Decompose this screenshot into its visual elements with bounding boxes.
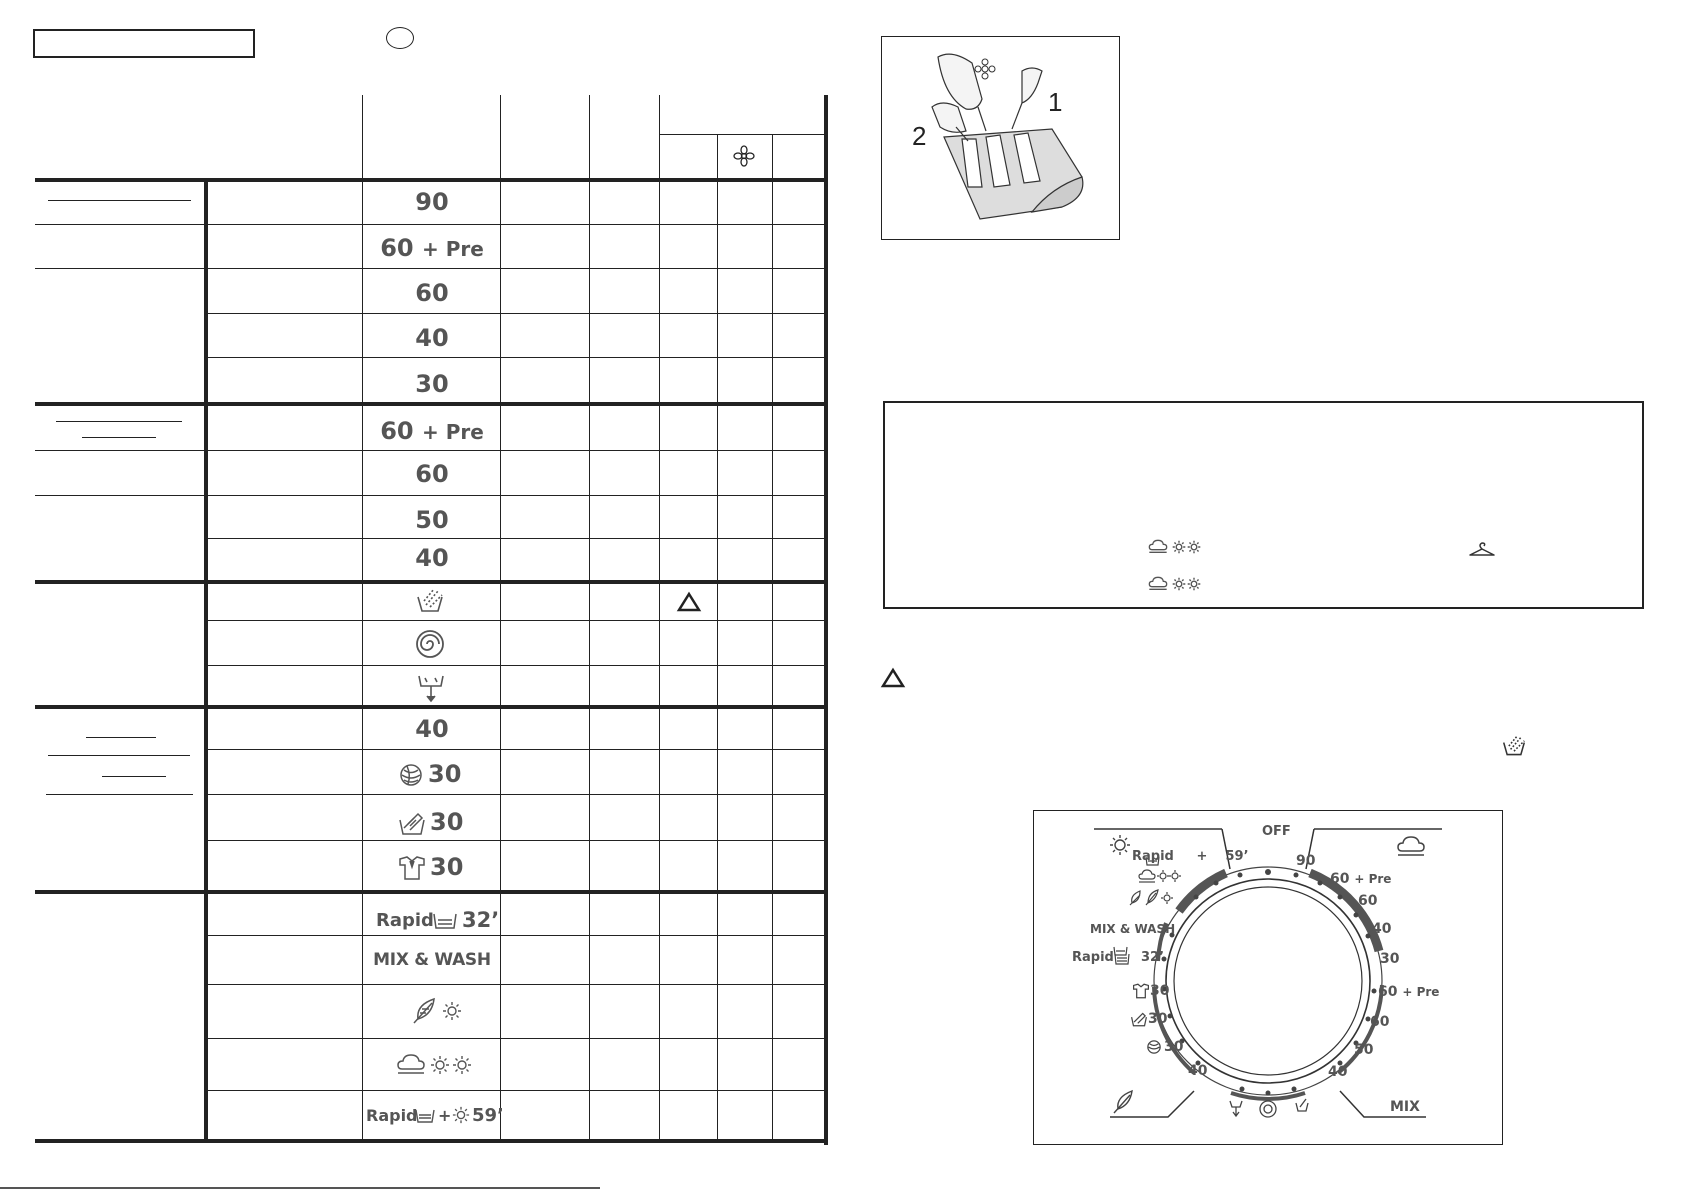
dial-synthetic-40: 40 (1328, 1064, 1348, 1080)
temp-40: 40 (415, 324, 449, 352)
dial-cotton-60-pre: 60 + Pre (1330, 871, 1392, 887)
figure-label-1: 1 (1048, 87, 1063, 117)
dial-rapid-32: Rapid 32’ (1072, 950, 1165, 965)
basin-icon (1114, 953, 1130, 965)
rinse-icon (416, 587, 444, 615)
dial-delicate-40: 40 (1188, 1063, 1208, 1079)
temp-40: 40 (415, 544, 449, 572)
dial-cotton-40: 40 (1372, 921, 1392, 937)
sun-icon (1172, 540, 1186, 554)
sun-icon (452, 1055, 472, 1075)
dial-cotton-90: 90 (1296, 853, 1316, 869)
dial-off-label: OFF (1262, 824, 1291, 839)
sun-icon (442, 1001, 462, 1021)
feather-icon (410, 997, 438, 1025)
warning-triangle-icon (881, 668, 905, 688)
basin-icon (414, 1108, 436, 1124)
basin-icon (432, 912, 458, 930)
country-oval (386, 27, 414, 49)
temp-50: 50 (415, 506, 449, 534)
sun-icon (1187, 540, 1201, 554)
shirt-icon (1132, 983, 1150, 999)
note-box (883, 401, 1644, 609)
spin-icon (415, 629, 445, 659)
temp-60: 60 (415, 279, 449, 307)
detergent-drawer-figure (881, 36, 1120, 240)
dial-mix-label: MIX (1390, 1099, 1420, 1115)
shirt-icon (398, 855, 426, 881)
drain-icon (417, 672, 445, 704)
temp-30: 30 (415, 370, 449, 398)
dial-synthetic-60: 60 (1370, 1014, 1390, 1030)
handwash-icon (398, 810, 426, 836)
wool-icon (1146, 1039, 1162, 1055)
sun-icon (1187, 577, 1201, 591)
temp-40-delicate: 40 (415, 715, 449, 743)
hanger-icon (1468, 541, 1496, 557)
sun-icon (1172, 577, 1186, 591)
rinse-icon (1502, 734, 1526, 758)
dial-synthetic-60-pre: 60 + Pre (1378, 984, 1440, 1000)
cloud-icon (1148, 539, 1168, 555)
cloud-icon (1148, 576, 1168, 592)
bottom-rule (0, 1187, 600, 1189)
cloud-double-sun-icon (1138, 869, 1182, 885)
mix-and-wash: MIX & WASH (373, 950, 491, 970)
warning-triangle-icon (677, 592, 701, 612)
dial-mix-and-wash: MIX & WASH (1090, 922, 1176, 936)
programme-dial-panel (1033, 810, 1503, 1145)
dial-cotton-30: 30 (1380, 951, 1400, 967)
temp-60: 60 (415, 460, 449, 488)
dial-rapid-59: Rapid + 59’ (1132, 849, 1249, 864)
cloud-icon (396, 1053, 426, 1077)
dial-cotton-60: 60 (1358, 893, 1378, 909)
feather-sun-icon (1144, 889, 1174, 907)
dial-wool-30: 30 (1164, 1039, 1184, 1055)
dial-shirt-30: 30 (1150, 983, 1170, 999)
dial-handwash-30: 30 (1148, 1011, 1168, 1027)
sun-icon (452, 1106, 470, 1124)
handwash-icon (1130, 1011, 1148, 1027)
title-box (33, 29, 255, 58)
dial-synthetic-50: 50 (1354, 1042, 1374, 1058)
figure-label-2: 2 (912, 121, 927, 151)
temp-60-pre: 60 + Pre (380, 417, 484, 445)
softener-flower-icon (733, 145, 755, 167)
wool-icon (398, 762, 424, 788)
temp-60-pre: 60 + Pre (380, 234, 484, 262)
sun-icon (430, 1055, 450, 1075)
temp-90: 90 (415, 188, 449, 216)
